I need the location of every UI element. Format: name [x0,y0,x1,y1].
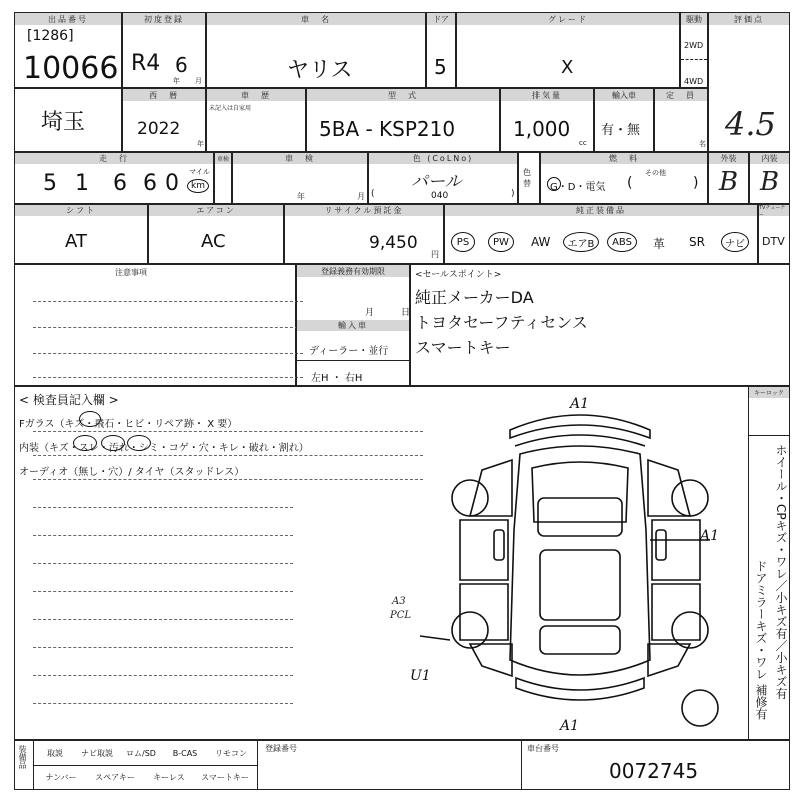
color-value: パール [411,172,462,192]
inspection-box [232,152,368,204]
footer-box [14,740,790,790]
exterior-box [708,152,749,204]
import-header: 輸入車 [595,89,653,101]
mileage-digit-2: 1 [75,171,89,196]
color-change-box [518,152,540,204]
car-name-value: ヤリス [287,58,353,83]
recycle-unit: 円 [431,250,439,259]
inspector-line-interior: 内装（キズ・スレ・汚れ・シミ・コゲ・穴・キレ・破れ・割れ） [19,443,309,454]
import-value: 有・無 [601,123,641,138]
lot-number: 10066 [23,51,119,86]
reg-expiry-month-unit: 月 [365,308,375,318]
steering-value: 左H ・ 右H [311,373,363,384]
footer-item-bcas: B-CAS [172,748,198,758]
first-reg-header: 初度登録 [123,13,205,25]
score-header: 評価点 [709,13,789,25]
sales-point-2: トヨタセーフティセンス [415,313,588,332]
model-type-value: 5BA - KSP210 [319,117,456,141]
interior-header: 内装 [750,153,789,164]
equipment-header: 純正装備品 [445,205,757,216]
inspection-month-unit: 月 [357,192,365,201]
history-header: 車 歴 [207,89,305,101]
tv-value: DTV [762,235,785,248]
registration-divider [297,360,409,361]
inspector-line-8 [33,619,293,620]
fuel-other-label: その他 [645,169,666,177]
inspector-line-2 [33,455,423,456]
drive-box [680,12,708,88]
footer-item-keyless: キーレス [153,772,185,782]
tv-header: TVチューナー [759,205,789,216]
interior-box [749,152,790,204]
doors-header: ドア [427,13,455,25]
footer-divider-4 [521,741,522,789]
equipment-navi-circled: ナビ [721,232,749,252]
history-box [206,88,306,152]
shift-header: シフト [15,205,147,216]
color-box [368,152,518,204]
interior-value: B [760,167,780,197]
interior-mark-circle-1 [73,435,97,451]
rear-left-wheel [452,612,488,648]
color-code-paren: ( [371,189,375,199]
notes-line-4 [33,377,303,378]
model-type-box [306,88,500,152]
import-route-value: ディーラー・並行 [309,346,389,357]
windshield [538,498,622,536]
mileage-digit-4: 6 [143,171,157,196]
damage-mark-right: A1 [700,528,720,544]
equipment-ps-circled: PS [451,232,475,252]
glass-mark-circle [79,411,101,427]
damage-mark-rear: A1 [560,718,580,734]
aircon-header: エアコン [149,205,283,216]
inspector-line-6 [33,563,293,564]
remarks-wheel: ホイール・CPキズ・ワレ／小キズ有／小キズ有 [774,444,788,700]
damage-mark-left-rear: U1 [410,668,431,684]
inspector-line-11 [33,703,293,704]
capacity-unit: 名 [699,140,706,148]
displacement-value: 1,000 [513,117,571,141]
first-reg-era-year: R4 [131,51,161,76]
score-value: 4.5 [725,105,776,143]
equipment-airbag-circled: エアB [563,232,599,252]
displacement-header: 排気量 [501,89,593,101]
fuel-other-paren-close: ) [693,175,699,191]
interior-mark-circle-2 [101,435,125,451]
equipment-aw: AW [531,235,551,249]
inspector-line-audio: オーディオ（無し・穴）/ タイヤ（スタッドレス） [19,467,245,478]
lot-header: 出品番号 [15,13,121,25]
fuel-box [540,152,708,204]
damage-mark-front: A1 [570,396,590,412]
notes-box [14,264,296,386]
score-box [708,12,790,152]
roof [540,550,620,620]
reg-expiry-header: 登録義務有効期限 [297,265,409,277]
front-right-fender [648,460,690,516]
mileage-digit-1: 5 [43,171,57,196]
aircon-box [148,204,284,264]
car-name-header: 車 名 [207,13,425,25]
footer-item-remote: リモコン [215,748,247,758]
exterior-value: B [719,167,739,197]
exterior-header: 外装 [709,153,748,164]
footer-item-manual: 取説 [47,748,63,758]
shift-value: AT [65,231,87,252]
equipment-pw-circled: PW [488,232,514,252]
recycle-value: 9,450 [369,233,418,253]
reg-expiry-day-unit: 日 [401,308,411,318]
rear-right-fender [648,644,690,676]
rear-right-wheel [672,612,708,648]
western-year-header: 西 暦 [123,89,205,101]
interior-mark-circle-3 [127,435,151,451]
inspector-line-10 [33,675,293,676]
color-code-paren-close: ) [511,189,515,199]
western-year-value: 2022 [137,119,181,139]
registration-box [296,264,410,386]
front-left-fender [470,460,512,516]
keylock-box [748,386,790,436]
first-reg-month: 6 [175,53,188,77]
equipment-abs-circled: ABS [607,232,637,252]
inspection-year-unit: 年 [297,192,305,201]
footer-chassis-header: 車台番号 [527,744,559,753]
front-left-door [460,520,508,580]
footer-item-plate: ナンバー [45,772,77,782]
grade-box [456,12,680,88]
history-note: 未記入は自家用 [209,105,252,112]
shift-box [14,204,148,264]
left-mirror [494,530,504,560]
rear-left-fender [470,644,512,676]
doors-value: 5 [434,55,447,79]
fuel-header: 燃 料 [541,153,707,164]
western-year-box [122,88,206,152]
keylock-header: キーロック [749,387,789,398]
lot-box [14,12,122,88]
mileage-digit-3: 6 [113,171,127,196]
damage-mark-a3: A3 [392,596,406,607]
mileage-digit-5: 0 [165,171,179,196]
inspector-line-5 [33,535,293,536]
sales-points-header: <セールスポイント> [415,270,502,280]
footer-item-navi-manual: ナビ取説 [81,748,113,758]
mileage-unit-km: km [187,179,209,193]
model-type-header: 型 式 [307,89,499,101]
inspector-line-7 [33,591,293,592]
footer-item-smart-key: スマートキー [201,772,249,782]
footer-divider-2 [33,765,257,766]
meter-box [214,152,232,204]
inspector-line-9 [33,647,293,648]
drive-opt-4wd: 4WD [684,77,704,86]
western-year-unit: 年 [197,140,204,148]
footer-divider-3 [257,741,258,789]
body-outline [510,446,650,675]
inspector-line-1 [33,431,423,432]
car-name-box [206,12,426,88]
first-reg-box [122,12,206,88]
front-left-wheel [452,480,488,516]
fuel-options: G・D・電気 [550,182,606,193]
color-change-label: 色替 [523,168,531,188]
grade-value: X [561,57,574,78]
recycle-header: リサイクル預託金 [285,205,443,216]
sales-points-box [410,264,790,386]
spare-tire [682,690,718,726]
car-diagram [410,390,740,740]
leader-left [420,636,450,640]
footer-item-spare-key: スペアキー [95,772,135,782]
drive-header: 駆動 [681,13,707,25]
fuel-other-paren: ( [627,175,633,191]
notes-line-3 [33,353,303,354]
doors-box [426,12,456,88]
tv-box [758,204,790,264]
import-route-header: 輸入車 [297,320,409,331]
inspector-line-3 [33,479,423,480]
remarks-mirror: ドアミラーキズ・ワレ 補修有 [754,560,768,720]
equipment-box [444,204,758,264]
rear-window [540,626,620,654]
mileage-unit-mile: マイル [189,168,210,176]
inspector-header: < 検査員記入欄 > [19,393,119,407]
first-reg-year-unit: 年 [173,77,180,85]
first-reg-month-unit: 月 [195,77,202,85]
right-mirror [656,530,666,560]
equipment-sunroof: SR [689,235,705,249]
notes-line-1 [33,301,303,302]
notes-line-2 [33,327,303,328]
color-code: 040 [431,191,449,201]
capacity-header: 定 員 [655,89,707,101]
sales-point-1: 純正メーカーDA [415,288,534,307]
rear-bumper [516,678,644,700]
footer-item-rom-sd: ロム/SD [126,748,156,758]
displacement-unit: cc [579,139,587,147]
mileage-header: 走 行 [15,153,213,164]
recycle-box [284,204,444,264]
inspector-line-4 [33,507,293,508]
sales-point-3: スマートキー [415,338,511,357]
front-right-wheel [672,480,708,516]
lot-bracket: [1286] [27,28,74,44]
front-right-door [652,520,700,580]
drive-divider [681,59,707,60]
remarks-divider [748,436,749,740]
meter-header: 車検 [215,153,231,164]
hood [532,462,628,522]
import-box [594,88,654,152]
front-lip [515,435,645,446]
footer-chassis-value: 0072745 [609,759,699,783]
color-header: 色 (CoLNo) [369,153,517,164]
inspection-header: 車 検 [233,153,367,164]
region-value: 埼玉 [41,110,86,135]
displacement-box [500,88,594,152]
equipment-leather: 革 [653,237,666,251]
capacity-box [654,88,708,152]
inspector-line-glass: Fガラス（キズ・飛石・ヒビ・リペア跡・ X 要） [19,419,238,430]
grade-header: グレード [457,13,679,25]
region-box [14,88,122,152]
aircon-value: AC [201,231,226,252]
footer-left-label: 装備品 [18,745,27,769]
notes-header: 注意事項 [115,268,147,277]
mileage-box [14,152,214,204]
footer-reg-header: 登録番号 [265,744,297,753]
drive-opt-2wd: 2WD [684,41,704,50]
damage-note: PCL [390,610,412,621]
